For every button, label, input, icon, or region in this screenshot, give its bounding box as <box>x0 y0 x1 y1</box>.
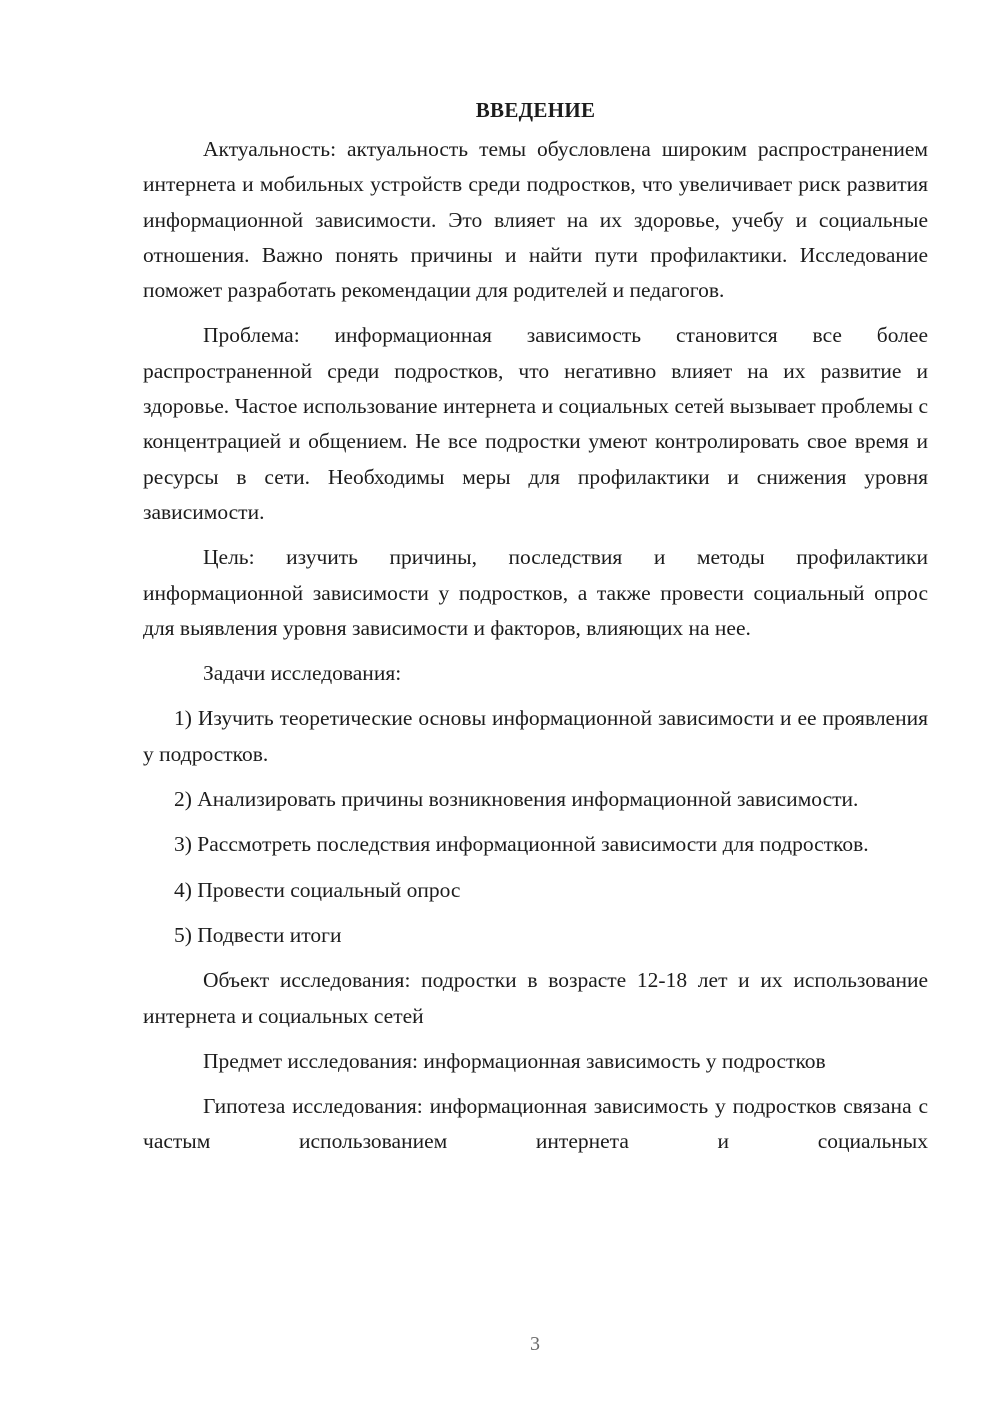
paragraph-problem: Проблема: информационная зависимость становится все более распространенной среди подростков, что негативно влияет на их развитие и здоровье. Частое использование интернета и социальных сетей вызывает проблемы с концентрацией и общением. Не все подростки умеют контролировать свое время и ресурсы в сети. Необходимы меры для профилактики и снижения уровня зависимости. <box>143 323 928 524</box>
task-item-1: 1) Изучить теоретические основы информационной зависимости и ее проявления у подростков. <box>143 706 928 766</box>
paragraph-subject: Предмет исследования: информационная зависимость у подростков <box>203 1048 826 1073</box>
document-page <box>143 92 928 1170</box>
task-item-4: 4) Провести социальный опрос <box>174 877 461 902</box>
task-item-5: 5) Подвести итоги <box>174 922 342 947</box>
section-title: ВВЕДЕНИЕ <box>475 98 596 122</box>
task-item-3: 3) Рассмотреть последствия информационной зависимости для подростков. <box>174 832 869 857</box>
page-number: 3 <box>530 1333 540 1355</box>
paragraph-tasks-heading: Задачи исследования: <box>203 661 402 686</box>
paragraph-object: Объект исследования: подростки в возрасте 12-18 лет и их использование интернета и социальных сетей <box>143 968 928 1028</box>
paragraph-relevance: Актуальность: актуальность темы обусловлена широким распространением интернета и мобильных устройств среди подростков, что увеличивает риск развития информационной зависимости. Это влияет на их здоровье, учебу и социальные отношения. Важно понять причины и найти пути профилактики. Исследование поможет разработать рекомендации для родителей и педагогов. <box>143 137 928 303</box>
paragraph-hypothesis: Гипотеза исследования: информационная зависимость у подростков связана с частым использованием интернета и социальных <box>143 1094 928 1154</box>
task-item-2: 2) Анализировать причины возникновения информационной зависимости. <box>174 787 859 812</box>
paragraph-goal: Цель: изучить причины, последствия и методы профилактики информационной зависимости у подростков, а также провести социальный опрос для выявления уровня зависимости и факторов, влияющих на нее. <box>143 545 928 640</box>
